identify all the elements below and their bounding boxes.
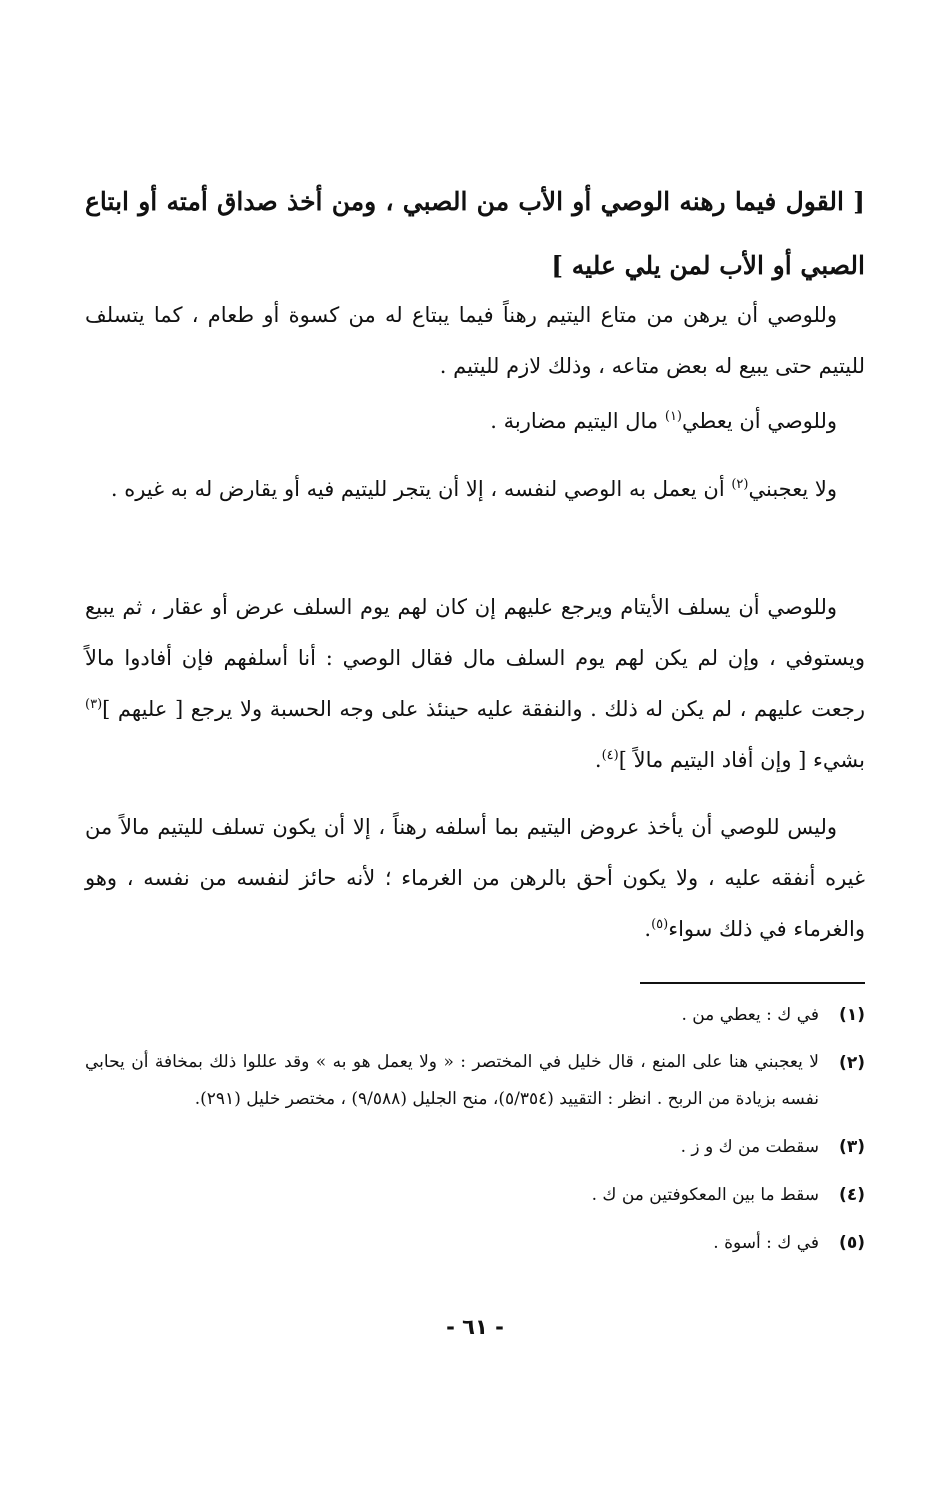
footnote-4-number: (٤) [839,1185,865,1205]
paragraph-4-text-a: وللوصي أن يسلف الأيتام ويرجع عليهم إن كان لهم يوم السلف عرض أو عقار ، ثم يبيع ويستوفي ، وإن لم يكن لهم يوم السلف مال فقال الوصي : أنا أسلفهم فإن أفادوا مالاً رجعت عليهم ، لم يكن له ذلك . والنفقة عليه حينئذ على وجه الحسبة ولا يرجع [ عليهم ] [85,595,865,721]
footnote-3-number: (٣) [839,1137,865,1157]
paragraph-1 [85,290,865,392]
footnote-ref-2[interactable]: (٢) [731,477,749,492]
footnote-4-text: سقط ما بين المعكوفتين من ك . [591,1185,819,1205]
paragraph-1-text: وللوصي أن يرهن من متاع اليتيم رهناً فيما يبتاع له من كسوة أو طعام ، كما يتسلف لليتيم حتى يبيع له بعض متاعه ، وذلك لازم لليتيم . [85,303,865,378]
footnote-1-number: (١) [839,1005,865,1025]
paragraph-2-text-a: وللوصي أن يعطي [682,409,837,433]
paragraph-4 [85,582,865,786]
paragraph-5-text-a: وليس للوصي أن يأخذ عروض اليتيم بما أسلفه رهناً ، إلا أن يكون تسلف لليتيم مالاً من غيره أنفقه عليه ، ولا يكون أحق بالرهن من الغرماء ؛ لأنه حائز لنفسه من نفسه ، وهو والغرماء في ذلك سواء [85,815,865,941]
page-number: - ٦١ - [446,1315,504,1339]
footnote-2-text: لا يعجبني هنا على المنع ، قال خليل في المختصر : « ولا يعمل هو به » وقد عللوا ذلك بمخافة أن يحابي نفسه بزيادة من الربح . انظر : التقييد (٥/٣٥٤)، منح الجليل (٩/٥٨٨) ، مختصر خليل (٢٩١). [85,1052,819,1109]
footnote-ref-3[interactable]: (٣) [85,697,103,712]
footnote-2 [85,1044,865,1118]
footnote-3-text: سقطت من ك و ز . [680,1137,819,1157]
footnote-ref-1[interactable]: (١) [664,409,682,424]
footnote-1-text: في ك : يعطي من . [681,1005,819,1025]
footnote-ref-5[interactable]: (٥) [651,917,669,932]
paragraph-2 [85,396,865,447]
footnote-divider [640,982,865,984]
footnote-5-number: (٥) [839,1233,865,1253]
footnotes-section [85,996,865,1272]
footnote-2-number: (٢) [839,1053,865,1073]
paragraph-2-text-b: مال اليتيم مضاربة . [490,409,665,433]
paragraph-4-text-c: . [594,748,602,772]
paragraph-4-text-b: بشيء [ وإن أفاد اليتيم مالاً ] [618,748,865,772]
footnote-1 [85,996,865,1034]
paragraph-3 [85,464,865,515]
footnote-ref-4[interactable]: (٤) [601,748,619,763]
paragraph-3-text-a: ولا يعجبني [748,477,837,501]
section-heading: [ القول فيما رهنه الوصي أو الأب من الصبي ، ومن أخذ صداق أمته أو ابتاع الصبي أو الأب لمن يلي عليه ] [85,187,865,280]
footnote-3 [85,1128,865,1166]
footnote-5 [85,1224,865,1262]
paragraph-5-text-b: . [644,917,652,941]
paragraph-3-text-b: أن يعمل به الوصي لنفسه ، إلا أن يتجر لليتيم فيه أو يقارض له به غيره . [110,477,732,501]
paragraph-5 [85,802,865,955]
footnote-4 [85,1176,865,1214]
footnote-5-text: في ك : أسوة . [713,1233,819,1253]
